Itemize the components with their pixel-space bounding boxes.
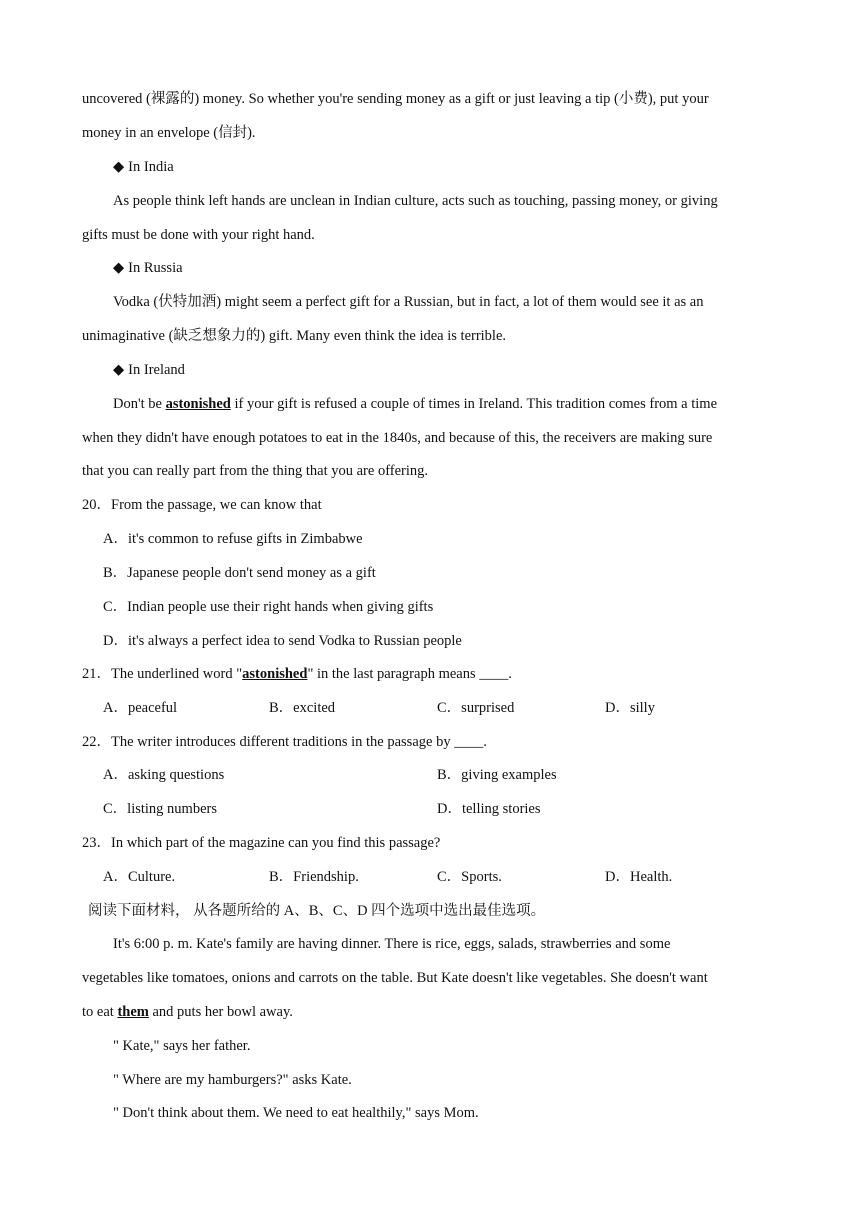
- section-heading-india: [113, 157, 813, 177]
- paragraph-line: unimaginative (缺乏想象力的) gift. Many even think the idea is terrible.: [82, 328, 507, 344]
- diamond-bullet-icon: ◆: [113, 159, 125, 175]
- options-row: [103, 799, 803, 819]
- section-instruction: 阅读下面材料， 从各题所给的 A、B、C、D 四个选项中选出最佳选项。: [88, 903, 546, 919]
- dialogue-line: " Don't think about them. We need to eat healthily," says Mom.: [113, 1105, 479, 1121]
- option-a: A．it's common to refuse gifts in Zimbabwe: [103, 531, 363, 547]
- paragraph-line: uncovered (裸露的) money. So whether you're sending money as a gift or just leaving a tip (小费), put your: [82, 91, 709, 107]
- question-stem-20: 20．From the passage, we can know that: [82, 497, 322, 513]
- paragraph-line: As people think left hands are unclean in Indian culture, acts such as touching, passing money, or giving: [113, 193, 718, 209]
- section-heading-ireland: [113, 360, 813, 380]
- option-d: D．Health.: [605, 869, 673, 885]
- paragraph-line: when they didn't have enough potatoes to eat in the 1840s, and because of this, the receivers are making sure: [82, 430, 713, 446]
- text-run: to eat: [82, 1004, 118, 1020]
- dialogue-line: " Where are my hamburgers?" asks Kate.: [113, 1072, 352, 1088]
- option-a: A．asking questions: [103, 767, 225, 783]
- options-row: [103, 867, 803, 887]
- question-stem-23: 23．In which part of the magazine can you find this passage?: [82, 835, 441, 851]
- underlined-word: them: [117, 1004, 149, 1020]
- option-b: B．Friendship.: [269, 869, 359, 885]
- paragraph-line: money in an envelope (信封).: [82, 125, 256, 141]
- paragraph-line: [113, 394, 813, 414]
- question-stem-22: 22．The writer introduces different traditions in the passage by ____.: [82, 734, 487, 750]
- question-stem-21: [82, 664, 782, 684]
- option-b: B．Japanese people don't send money as a gift: [103, 565, 376, 581]
- option-c: C．listing numbers: [103, 801, 217, 817]
- paragraph-line: It's 6:00 p. m. Kate's family are having dinner. There is rice, eggs, salads, strawberries and some: [113, 936, 671, 952]
- text-run: " in the last paragraph means ____.: [307, 666, 512, 682]
- option-d: D．telling stories: [437, 801, 541, 817]
- paragraph-line: [82, 1002, 782, 1022]
- text-run: 21．The underlined word ": [82, 666, 243, 682]
- text-run: if your gift is refused a couple of times in Ireland. This tradition comes from a time: [230, 396, 718, 412]
- paragraph-line: Vodka (伏特加酒) might seem a perfect gift for a Russian, but in fact, a lot of them would see it as an: [113, 294, 704, 310]
- option-b: B．excited: [269, 700, 336, 716]
- heading-text: In Ireland: [128, 362, 185, 378]
- text-run: Don't be: [113, 396, 166, 412]
- option-c: C．Sports.: [437, 869, 502, 885]
- heading-text: In India: [128, 159, 174, 175]
- section-heading-russia: [113, 258, 813, 278]
- option-a: A．peaceful: [103, 700, 178, 716]
- text-run: and puts her bowl away.: [148, 1004, 293, 1020]
- underlined-word: astonished: [242, 666, 308, 682]
- options-row: [103, 765, 803, 785]
- option-a: A．Culture.: [103, 869, 176, 885]
- option-c: C．Indian people use their right hands when giving gifts: [103, 599, 434, 615]
- option-b: B．giving examples: [437, 767, 557, 783]
- dialogue-line: " Kate," says her father.: [113, 1038, 251, 1054]
- paragraph-line: gifts must be done with your right hand.: [82, 227, 315, 243]
- option-c: C．surprised: [437, 700, 515, 716]
- underlined-word: astonished: [165, 396, 231, 412]
- diamond-bullet-icon: ◆: [113, 362, 125, 378]
- heading-text: In Russia: [128, 260, 183, 276]
- options-row: [103, 698, 803, 718]
- option-d: D．it's always a perfect idea to send Vodka to Russian people: [103, 633, 462, 649]
- paragraph-line: vegetables like tomatoes, onions and carrots on the table. But Kate doesn't like vegetables. She doesn't want: [82, 970, 708, 986]
- option-d: D．silly: [605, 700, 655, 716]
- paragraph-line: that you can really part from the thing that you are offering.: [82, 463, 429, 479]
- diamond-bullet-icon: ◆: [113, 260, 125, 276]
